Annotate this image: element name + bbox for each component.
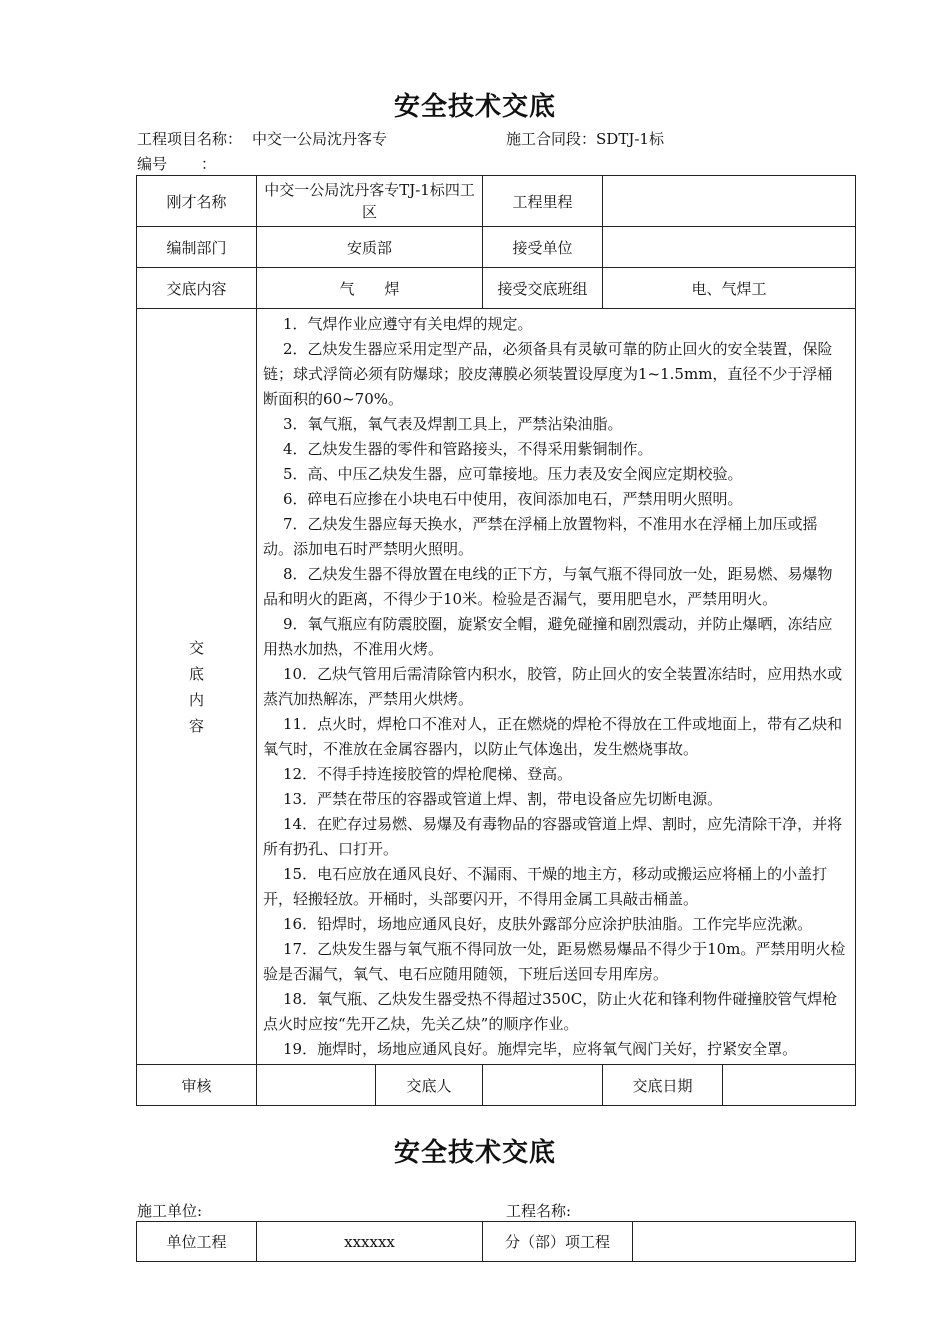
review-value	[257, 1065, 376, 1106]
row-value	[633, 1222, 856, 1262]
contract-label: 施工合同段：	[506, 130, 597, 148]
row-label: 分（部）项工程	[483, 1222, 633, 1262]
disclosure-table	[136, 175, 856, 1106]
table-row	[137, 227, 856, 268]
row-label: 编制部门	[137, 227, 257, 268]
row-label: 工程里程	[483, 176, 603, 227]
date-value	[723, 1065, 856, 1106]
content-label-cell	[137, 309, 257, 1065]
list-item: 11．点火时，焊枪口不准对人，正在燃烧的焊枪不得放在工件或地面上，带有乙炔和氧气时，不准放在金属容器内，以防止气体逸出，发生燃烧事故。	[263, 715, 843, 758]
list-item: 2．乙炔发生器应采用定型产品，必须备具有灵敏可靠的防止回火的安全装置，保险链；球式浮筒必须有防爆球；胶皮薄膜必须装置设厚度为1~1.5mm，直径不少于浮桶断面积的60~70%。	[263, 340, 833, 408]
disclosure-table-2	[136, 1221, 856, 1262]
contract-value: SDTJ-1标	[596, 130, 664, 148]
list-item: 16．铅焊时，场地应通风良好，皮肤外露部分应涂护肤油脂。工作完毕应洗漱。	[283, 915, 813, 933]
row-label: 刚才名称	[137, 176, 257, 227]
list-item: 10．乙炔气管用后需清除管内积水，胶管，防止回火的安全装置冻结时，应用热水或蒸汽加热解冻，严禁用火烘烤。	[263, 665, 843, 708]
row-value: 电、气焊工	[603, 268, 856, 309]
list-item: 5．高、中压乙炔发生器，应可靠接地。压力表及安全阀应定期校验。	[283, 465, 743, 483]
footer-row	[137, 1065, 856, 1106]
row-value	[603, 227, 856, 268]
table-row	[137, 268, 856, 309]
list-item: 18．氧气瓶、乙炔发生器受热不得超过350C，防止火花和锋利物件碰撞胶管气焊枪点火时应按“先开乙炔，先关乙炔”的顺序作业。	[263, 990, 838, 1033]
content-items	[257, 309, 856, 1065]
project-name-value: 中交一公局沈丹客专	[252, 130, 388, 148]
list-item: 12．不得手持连接胶管的焊枪爬梯、登高。	[283, 765, 573, 783]
table-row	[137, 1222, 856, 1262]
row-label: 单位工程	[137, 1222, 257, 1262]
row-value: xxxxxx	[257, 1222, 483, 1262]
row-value: 安质部	[257, 227, 483, 268]
list-item: 6．碎电石应掺在小块电石中使用，夜间添加电石，严禁用明火照明。	[283, 490, 743, 508]
project-name-label-2: 工程名称:	[506, 1202, 572, 1220]
date-label: 交底日期	[603, 1065, 723, 1106]
row-value: 气 焊	[257, 268, 483, 309]
list-item: 9．氧气瓶应有防震胶圈，旋紧安全帽，避免碰撞和剧烈震动，并防止爆晒，冻结应用热水加热，不准用火烤。	[263, 615, 833, 658]
list-item: 4．乙炔发生器的零件和管路接头，不得采用紫铜制作。	[283, 440, 653, 458]
list-item: 14．在贮存过易燃、易爆及有毒物品的容器或管道上焊、割时，应先清除干净，并将所有扔孔、口打开。	[263, 815, 843, 858]
table-row	[137, 176, 856, 227]
review-label: 审核	[137, 1065, 257, 1106]
construction-unit-label: 施工单位:	[137, 1202, 203, 1220]
list-item: 19．施焊时，场地应通风良好。施焊完毕，应将氧气阀门关好，拧紧安全罩。	[283, 1040, 798, 1058]
contract-line	[506, 128, 664, 149]
doc-title: 安全技术交底	[393, 92, 556, 122]
number-colon: ：	[201, 155, 217, 173]
list-item: 15．电石应放在通风良好、不漏雨、干燥的地主方，移动或搬运应将桶上的小盖打开，轻搬轻放。开桶时，头部要闪开，不得用金属工具敲击桶盖。	[263, 865, 828, 908]
project-name-line	[137, 128, 387, 149]
presenter-label: 交底人	[376, 1065, 483, 1106]
number-label: 编号	[137, 155, 168, 173]
doc2-title: 安全技术交底	[393, 1138, 556, 1168]
content-row	[137, 309, 856, 1065]
list-item: 13．严禁在带压的容器或管道上焊、割，带电设备应先切断电源。	[283, 790, 723, 808]
list-item: 3．氧气瓶，氧气表及焊割工具上，严禁沾染油脂。	[283, 415, 623, 433]
list-item: 17．乙炔发生器与氧气瓶不得同放一处，距易燃易爆品不得少于10m。严禁用明火检验是否漏气，氧气、电石应随用随领，下班后送回专用库房。	[263, 940, 846, 983]
row-label: 交底内容	[137, 268, 257, 309]
project-name-label: 工程项目名称：	[137, 130, 243, 148]
content-label: 交 底 内 容	[188, 638, 204, 735]
presenter-value	[483, 1065, 603, 1106]
row-value: 中交一公局沈丹客专TJ-1标四工区	[257, 176, 483, 227]
list-item: 1．气焊作业应遵守有关电焊的规定。	[283, 315, 533, 333]
row-label: 接受单位	[483, 227, 603, 268]
list-item: 7．乙炔发生器应每天换水，严禁在浮桶上放置物料，不准用水在浮桶上加压或摇动。添加电石时严禁明火照明。	[263, 515, 818, 558]
row-label: 接受交底班组	[483, 268, 603, 309]
row-value	[603, 176, 856, 227]
number-line	[137, 153, 216, 174]
list-item: 8．乙炔发生器不得放置在电线的正下方，与氧气瓶不得同放一处，距易燃、易爆物品和明火的距离，不得少于10米。检验是否漏气，要用肥皂水，严禁用明火。	[263, 565, 833, 608]
